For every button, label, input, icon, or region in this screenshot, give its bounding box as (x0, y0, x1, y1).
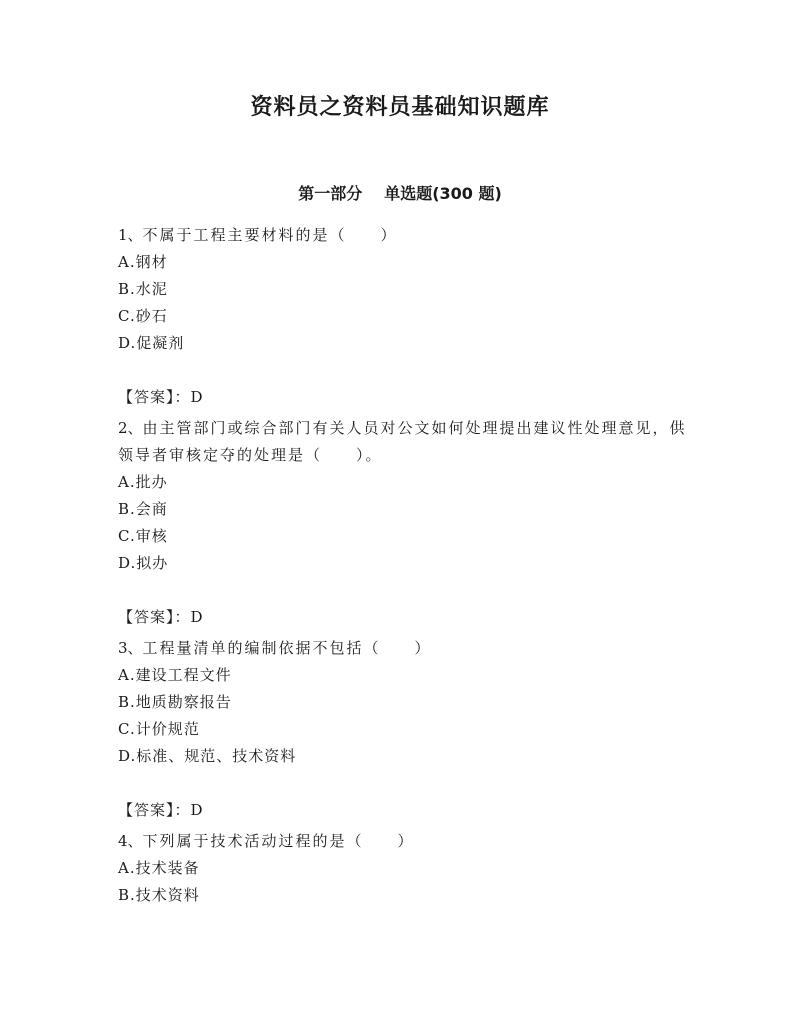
section-heading (0, 181, 800, 207)
option-d: D.拟办 (118, 554, 169, 572)
question-number: 2、 (118, 419, 143, 437)
question-text: 下列属于技术活动过程的是（ ） (142, 832, 415, 850)
question-number: 3、 (118, 639, 143, 657)
option-d: D.标准、规范、技术资料 (118, 747, 297, 765)
option-a: A.技术装备 (118, 859, 200, 877)
question-text: 不属于工程主要材料的是（ ） (142, 226, 398, 244)
option-b: B.会商 (118, 500, 168, 518)
question-text: 由主管部门或综合部门有关人员对公文如何处理提出建议性处理意见，供领导者审核定夺的处理是（ ）。 (118, 419, 687, 464)
section-part: 第一部分 (298, 184, 363, 203)
answer-value: D (190, 801, 203, 819)
question-number: 1、 (118, 226, 143, 244)
question-text: 工程量清单的编制依据不包括（ ） (142, 639, 432, 657)
option-a: A.钢材 (118, 253, 168, 271)
answer-value: D (190, 388, 203, 406)
question-stem (118, 828, 698, 855)
answer-line (118, 384, 698, 411)
option-b: B.技术资料 (118, 886, 200, 904)
answer-label: 【答案】： (118, 608, 191, 626)
question-3 (118, 635, 698, 824)
section-name: 单选题(300 题) (384, 184, 502, 203)
option-c: C.砂石 (118, 307, 168, 325)
option-b: B.地质勘察报告 (118, 693, 232, 711)
answer-value: D (190, 608, 203, 626)
option-c: C.审核 (118, 527, 168, 545)
question-4 (118, 828, 698, 909)
document-title: 资料员之资料员基础知识题库 (250, 95, 550, 120)
question-1 (118, 222, 698, 411)
question-number: 4、 (118, 832, 143, 850)
answer-label: 【答案】： (118, 801, 191, 819)
option-c: C.计价规范 (118, 720, 200, 738)
answer-label: 【答案】： (118, 388, 191, 406)
option-a: A.批办 (118, 473, 168, 491)
question-list (118, 222, 698, 909)
option-a: A.建设工程文件 (118, 666, 232, 684)
answer-line (118, 604, 698, 631)
question-stem (118, 635, 698, 662)
answer-line (118, 797, 698, 824)
question-2 (118, 415, 698, 631)
option-d: D.促凝剂 (118, 334, 185, 352)
option-b: B.水泥 (118, 280, 168, 298)
question-stem (118, 415, 698, 469)
question-stem (118, 222, 698, 249)
